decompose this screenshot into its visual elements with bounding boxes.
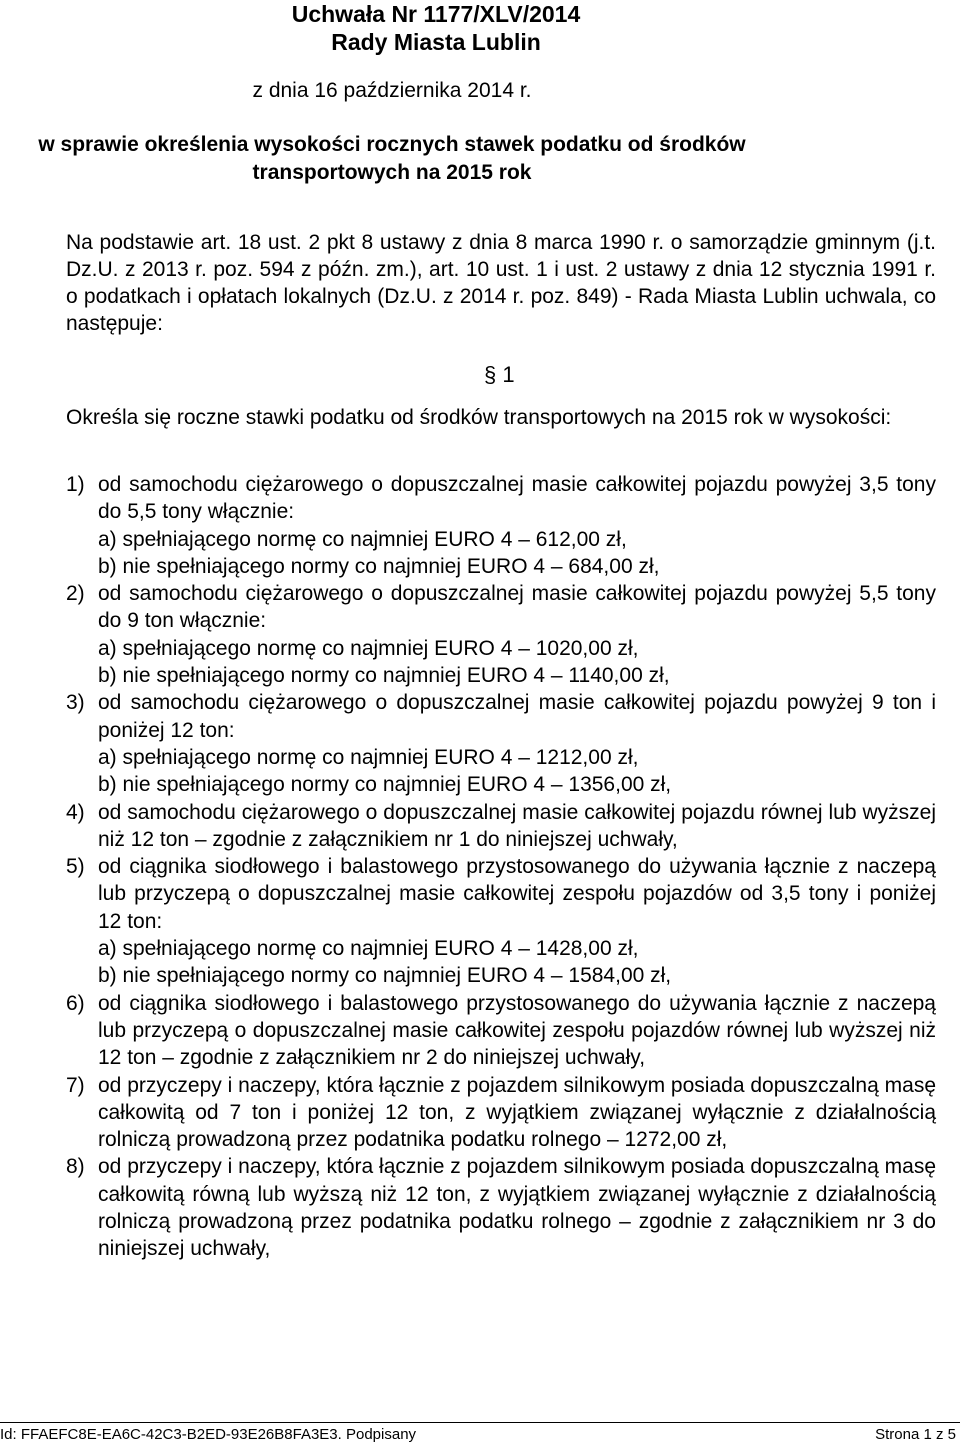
list-item [66,471,936,580]
preamble-paragraph: Na podstawie art. 18 ust. 2 pkt 8 ustawy z dnia 8 marca 1990 r. o samorządzie gminnym (j.t. Dz.U. z 2013 r. poz. 594 z późn. zm.), art. 10 ust. 1 i ust. 2 ustawy z dnia 12 stycznia 1991 r. o podatkach i opłatach lokalnych (Dz.U. z 2014 r. poz. 849) - Rada Miasta Lublin uchwala, co następuje: [66,231,936,335]
item-text: od samochodu ciężarowego o dopuszczalnej masie całkowitej pojazdu równej lub wyższej niż 12 ton – zgodnie z załącznikiem nr 1 do niniejszej uchwały, [98,800,936,851]
item-number: 5) [66,855,85,879]
item-sub-b: b) nie spełniającego normy co najmniej EURO 4 – 1356,00 zł, [98,773,672,797]
item-sub-a: a) spełniającego normę co najmniej EURO 4 – 1212,00 zł, [98,745,639,769]
list-item [66,853,936,989]
item-sub-b: b) nie spełniającego normy co najmniej EURO 4 – 684,00 zł, [98,554,660,578]
item-text: od samochodu ciężarowego o dopuszczalnej masie całkowitej pojazdu powyżej 9 ton i poniżej 12 ton: [98,691,936,742]
item-text: od samochodu ciężarowego o dopuszczalnej masie całkowitej pojazdu powyżej 3,5 tony do 5,5 tony włącznie: [98,473,936,524]
resolution-subject [0,131,872,187]
item-text: od samochodu ciężarowego o dopuszczalnej masie całkowitej pojazdu powyżej 5,5 tony do 9 ton włącznie: [98,582,936,633]
item-sub-a: a) spełniającego normę co najmniej EURO 4 – 1020,00 zł, [98,636,639,660]
item-number: 6) [66,991,85,1015]
item-text: od przyczepy i naczepy, która łącznie z pojazdem silnikowym posiada dopuszczalną masę całkowitą równą lub wyższą niż 12 ton, z wyjątkiem związanej wyłącznie z działalnością rolniczą prowadzoną przez podatnika podatku rolnego – zgodnie z załącznikiem nr 3 do niniejszej uchwały, [98,1155,936,1261]
section-heading: § 1 [484,362,515,387]
list-item [66,990,936,1072]
item-sub-b: b) nie spełniającego normy co najmniej EURO 4 – 1140,00 zł, [98,664,670,688]
item-number: 1) [66,473,85,496]
item-sub-a: a) spełniającego normę co najmniej EURO 4 – 612,00 zł, [98,527,627,551]
subject-line-2: transportowych na 2015 rok [252,161,532,184]
subject-line-1: w sprawie określenia wysokości rocznych stawek podatku od środków [38,133,746,156]
intro-paragraph: Określa się roczne stawki podatku od środków transportowych na 2015 rok w wysokości: [66,406,892,429]
item-number: 2) [66,582,85,606]
item-text: od przyczepy i naczepy, która łącznie z pojazdem silnikowym posiada dopuszczalną masę całkowitą od 7 ton i poniżej 12 ton, z wyjątkiem związanej wyłącznie z działalnością rolniczą prowadzoną przez podatnika podatku rolnego – 1272,00 zł, [98,1073,936,1152]
item-number: 4) [66,800,85,824]
list-item [66,689,936,798]
list-item [66,799,936,854]
title-line-1: Uchwała Nr 1177/XLV/2014 [291,1,581,27]
list-item [66,580,936,689]
footer-divider [0,1422,960,1423]
list-item [66,1072,936,1154]
document-id: Id: FFAEFC8E-EA6C-42C3-B2ED-93E26B8FA3E3. Podpisany [0,1426,417,1443]
item-number: 7) [66,1073,85,1097]
item-text: od ciągnika siodłowego i balastowego przystosowanego do używania łącznie z naczepą lub przyczepą o dopuszczalnej masie całkowitej zespołu pojazdów od 3,5 tony i poniżej 12 ton: [98,855,936,933]
list-item [66,1153,936,1262]
rates-list [66,471,936,1263]
resolution-date: z dnia 16 października 2014 r. [252,79,532,102]
item-number: 8) [66,1155,85,1179]
item-sub-a: a) spełniającego normę co najmniej EURO 4 – 1428,00 zł, [98,937,639,961]
title-line-2: Rady Miasta Lublin [331,29,541,55]
page-number: Strona 1 z 5 [875,1426,956,1443]
resolution-title [0,0,960,56]
item-number: 3) [66,691,85,715]
item-text: od ciągnika siodłowego i balastowego przystosowanego do używania łącznie z naczepą lub przyczepą o dopuszczalnej masie całkowitej zespołu pojazdów równej lub wyższej niż 12 ton – zgodnie z załącznikiem nr 2 do niniejszej uchwały, [98,991,936,1070]
item-sub-b: b) nie spełniającego normy co najmniej EURO 4 – 1584,00 zł, [98,964,672,988]
